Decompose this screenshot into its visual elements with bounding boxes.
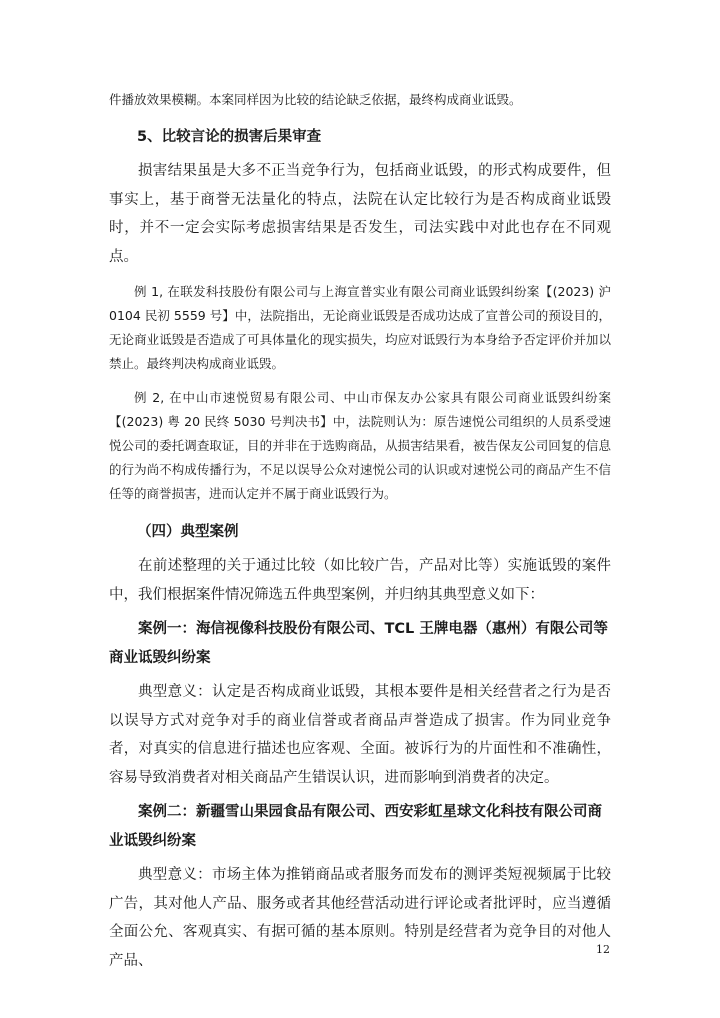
case-2-title: 案例二：新疆雪山果园食品有限公司、西安彩虹星球文化科技有限公司商业诋毁纠纷案 [109, 804, 602, 849]
case-1-significance: 典型意义：认定是否构成商业诋毁，其根本要件是相关经营者之行为是否以误导方式对竞争对手的商业信誉或者商品声誉造成了损害。作为同业竞争者，对真实的信息进行描述也应客观、全面。被诉行为的片面性和不准确性，容易导致消费者对相关商品产生错误认识，进而影响到消费者的决定。 [109, 684, 611, 786]
page-number: 12 [596, 943, 610, 956]
case-1-title: 案例一：海信视像科技股份有限公司、TCL 王牌电器（惠州）有限公司等商业诋毁纠纷案 [109, 621, 608, 666]
intro-paragraph: 件播放效果模糊。本案同样因为比较的结论缺乏依据，最终构成商业诋毁。 [109, 92, 522, 107]
document-page [109, 88, 611, 975]
example-2-paragraph: 例 2, 在中山市速悦贸易有限公司、中山市保友办公家具有限公司商业诋毁纠纷案【(2023) 粤 20 民终 5030 号判决书】中，法院则认为：原告速悦公司组织的人员系受速悦公司的委托调查取证，目的并非在于选购商品，从损害结果看，被告保友公司回复的信息的行为尚不构成传播行为，不足以误导公众对速悦公司的认识或对速悦公司的商品产生不信任等的商誉损害，进而认定并不属于商业诋毁行为。 [109, 390, 611, 501]
example-1-paragraph: 例 1, 在联发科技股份有限公司与上海宣普实业有限公司商业诋毁纠纷案【(2023) 沪 0104 民初 5559 号】中，法院指出，无论商业诋毁是否成功达成了宣普公司的预设目的，无论商业诋毁是否造成了可具体量化的现实损失，均应对诋毁行为本身给予否定评价并加以禁止。最终判决构成商业诋毁。 [109, 284, 611, 371]
case-2-significance: 典型意义：市场主体为推销商品或者服务而发布的测评类短视频属于比较广告，其对他人产品、服务或者其他经营活动进行评论或者批评时，应当遵循全面公允、客观真实、有据可循的基本原则。特别是经营者为竞争目的对他人产品、 [109, 867, 611, 969]
section-heading-damage-review: 5、比较言论的损害后果审查 [137, 129, 322, 145]
cases-intro-paragraph: 在前述整理的关于通过比较（如比较广告，产品对比等）实施诋毁的案件中，我们根据案件情况筛选五件典型案例，并归纳其典型意义如下： [109, 558, 611, 603]
damage-paragraph: 损害结果虽是大多不正当竞争行为，包括商业诋毁，的形式构成要件，但事实上，基于商誉无法量化的特点，法院在认定比较行为是否构成商业诋毁时，并不一定会实际考虑损害结果是否发生，司法实践中对此也存在不同观点。 [109, 163, 611, 265]
section-heading-typical-cases: （四）典型案例 [137, 524, 239, 540]
